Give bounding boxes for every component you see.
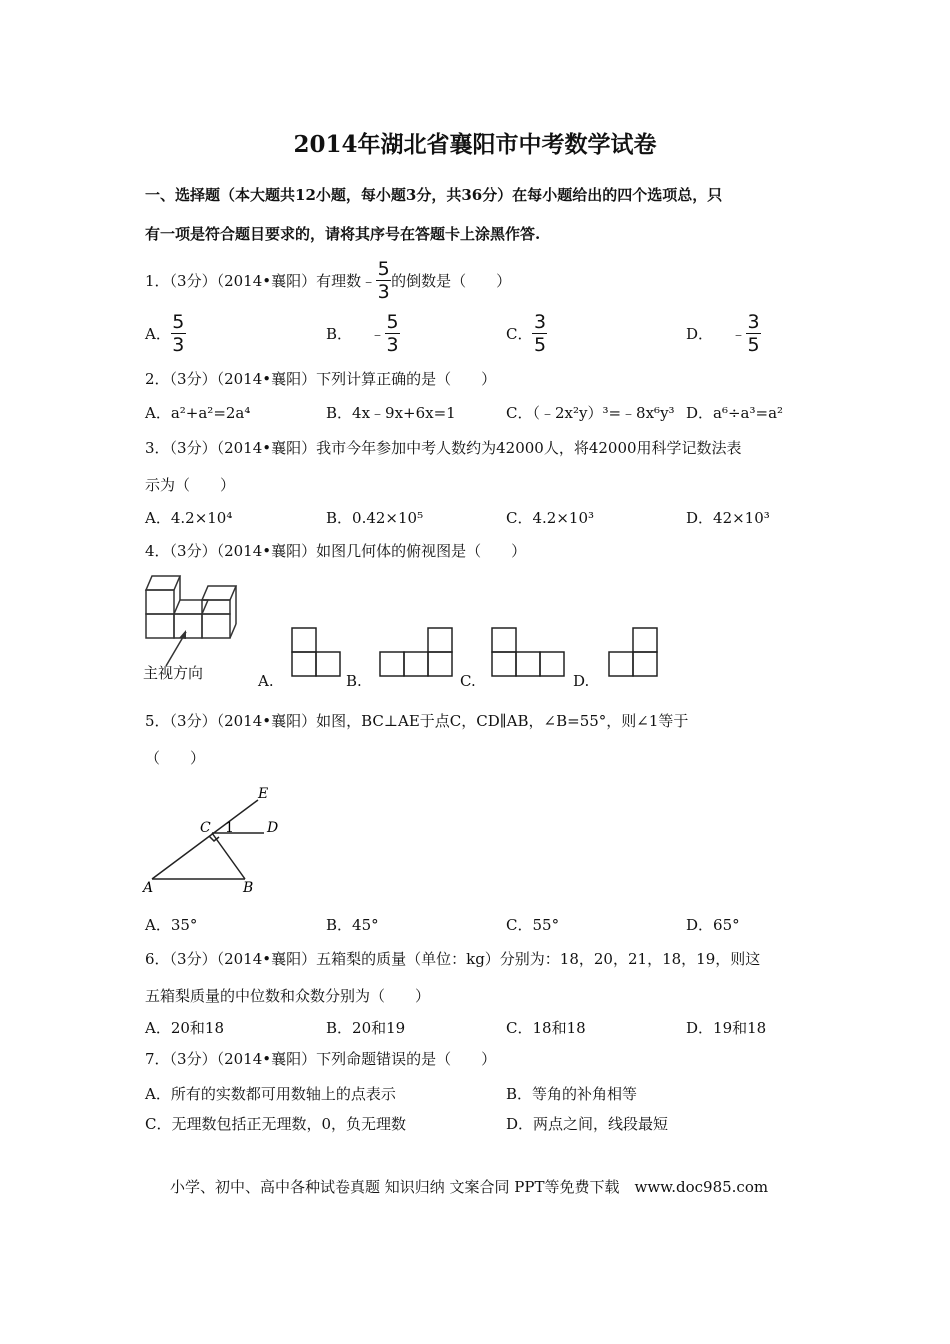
question-4-option-d[interactable]: D. bbox=[573, 672, 590, 690]
question-7-stem: 7．（3分）（2014•襄阳）下列命题错误的是（ ） bbox=[145, 1050, 497, 1068]
option-a-figure bbox=[292, 628, 340, 676]
label-angle-1: 1 bbox=[225, 820, 234, 836]
option-fraction bbox=[171, 312, 186, 355]
question-1-fraction-numerator: 5 bbox=[377, 258, 390, 280]
label-e: E bbox=[258, 786, 269, 802]
label-a: A bbox=[143, 880, 154, 896]
option-fraction bbox=[746, 312, 761, 355]
numerator: 5 bbox=[172, 311, 185, 333]
question-1-option-d[interactable] bbox=[686, 312, 761, 355]
option-label: A． bbox=[145, 325, 171, 343]
section-heading-line1: 一、选择题（本大题共12小题，每小题3分，共36分）在每小题给出的四个选项总，只 bbox=[145, 186, 723, 204]
denominator: 5 bbox=[533, 334, 547, 356]
question-2-stem: 2．（3分）（2014•襄阳）下列计算正确的是（ ） bbox=[145, 370, 497, 388]
option-sign: ﹣ bbox=[731, 325, 747, 343]
question-7-option-c[interactable]: C．无理数包括正无理数，0，负无理数 bbox=[145, 1115, 407, 1133]
option-label: C． bbox=[506, 325, 533, 343]
question-3-option-c[interactable]: C．4.2×10³ bbox=[506, 509, 595, 527]
question-3-option-d[interactable]: D．42×10³ bbox=[686, 509, 770, 527]
question-2-option-a[interactable]: A．a²+a²=2a⁴ bbox=[145, 404, 251, 422]
question-7-option-d[interactable]: D．两点之间，线段最短 bbox=[506, 1115, 669, 1133]
question-1-option-b[interactable] bbox=[326, 312, 400, 355]
question-1-stem-suffix: 的倒数是（ ） bbox=[391, 272, 512, 290]
question-5-geometry-figure bbox=[140, 780, 290, 898]
label-d: D bbox=[267, 820, 279, 836]
page-footer: 小学、初中、高中各种试卷真题 知识归纳 文案合同 PPT等免费下载 www.doc985.com bbox=[170, 1178, 769, 1196]
question-6-option-d[interactable]: D．19和18 bbox=[686, 1019, 767, 1037]
option-fraction bbox=[385, 312, 400, 355]
question-4-figure-caption: 主视方向 bbox=[143, 664, 204, 682]
numerator: 3 bbox=[747, 311, 760, 333]
option-sign: ﹣ bbox=[370, 325, 386, 343]
question-5-option-d[interactable]: D．65° bbox=[686, 916, 740, 934]
question-1-option-c[interactable] bbox=[506, 312, 547, 355]
question-7-option-b[interactable]: B．等角的补角相等 bbox=[506, 1085, 638, 1103]
label-c: C bbox=[200, 820, 211, 836]
question-4-option-c[interactable]: C. bbox=[460, 672, 476, 690]
denominator: 3 bbox=[172, 334, 185, 356]
question-5-stem-line1: 5．（3分）（2014•襄阳）如图，BC⊥AE于点C，CD∥AB，∠B=55°，则∠1等于 bbox=[145, 712, 689, 730]
question-1-fraction bbox=[376, 259, 391, 302]
question-5-option-b[interactable]: B．45° bbox=[326, 916, 379, 934]
question-4-option-b[interactable]: B. bbox=[346, 672, 362, 690]
option-c-figure bbox=[492, 628, 564, 676]
section-heading-line2: 有一项是符合题目要求的，请将其序号在答题卡上涂黑作答. bbox=[145, 225, 541, 243]
question-5-option-c[interactable]: C．55° bbox=[506, 916, 560, 934]
option-label: B． bbox=[326, 325, 353, 343]
question-1-stem-prefix: 1．（3分）（2014•襄阳）有理数﹣ bbox=[145, 272, 377, 290]
question-6-option-a[interactable]: A．20和18 bbox=[145, 1019, 225, 1037]
question-4-option-d-figure bbox=[600, 620, 670, 692]
denominator: 5 bbox=[747, 334, 760, 356]
question-6-stem-line1: 6．（3分）（2014•襄阳）五箱梨的质量（单位：kg）分别为：18，20，21，18，19，则这 bbox=[145, 950, 761, 968]
question-3-stem-line2: 示为（ ） bbox=[145, 476, 236, 494]
question-3-option-b[interactable]: B．0.42×10⁵ bbox=[326, 509, 424, 527]
label-b: B bbox=[243, 880, 254, 896]
question-3-stem-line1: 3．（3分）（2014•襄阳）我市今年参加中考人数约为42000人，将42000用科学记数法表 bbox=[145, 439, 742, 457]
question-2-option-b[interactable]: B．4x﹣9x+6x=1 bbox=[326, 404, 456, 422]
option-fraction bbox=[532, 312, 547, 355]
question-6-option-b[interactable]: B．20和19 bbox=[326, 1019, 406, 1037]
question-6-stem-line2: 五箱梨质量的中位数和众数分别为（ ） bbox=[145, 987, 431, 1005]
question-6-option-c[interactable]: C．18和18 bbox=[506, 1019, 586, 1037]
question-4-option-a[interactable]: A. bbox=[258, 672, 274, 690]
question-2-option-c[interactable]: C．（﹣2x²y）³=﹣8x⁶y³ bbox=[506, 404, 675, 422]
question-1-stem bbox=[145, 259, 511, 302]
denominator: 3 bbox=[386, 334, 399, 356]
question-1-fraction-denominator: 3 bbox=[377, 281, 390, 303]
question-7-option-a[interactable]: A．所有的实数都可用数轴上的点表示 bbox=[145, 1085, 396, 1103]
question-1-option-a[interactable] bbox=[145, 312, 186, 355]
question-4-options-figures bbox=[256, 620, 596, 692]
question-2-option-d[interactable]: D．a⁶÷a³=a² bbox=[686, 404, 784, 422]
page-title: 2014年湖北省襄阳市中考数学试卷 bbox=[293, 131, 657, 158]
question-3-option-a[interactable]: A．4.2×10⁴ bbox=[145, 509, 233, 527]
option-b-figure bbox=[380, 628, 452, 676]
question-5-option-a[interactable]: A．35° bbox=[145, 916, 198, 934]
question-5-stem-line2: （ ） bbox=[145, 749, 206, 767]
question-4-stem: 4．（3分）（2014•襄阳）如图几何体的俯视图是（ ） bbox=[145, 542, 527, 560]
numerator: 3 bbox=[533, 311, 547, 333]
numerator: 5 bbox=[386, 311, 399, 333]
option-label: D． bbox=[686, 325, 714, 343]
